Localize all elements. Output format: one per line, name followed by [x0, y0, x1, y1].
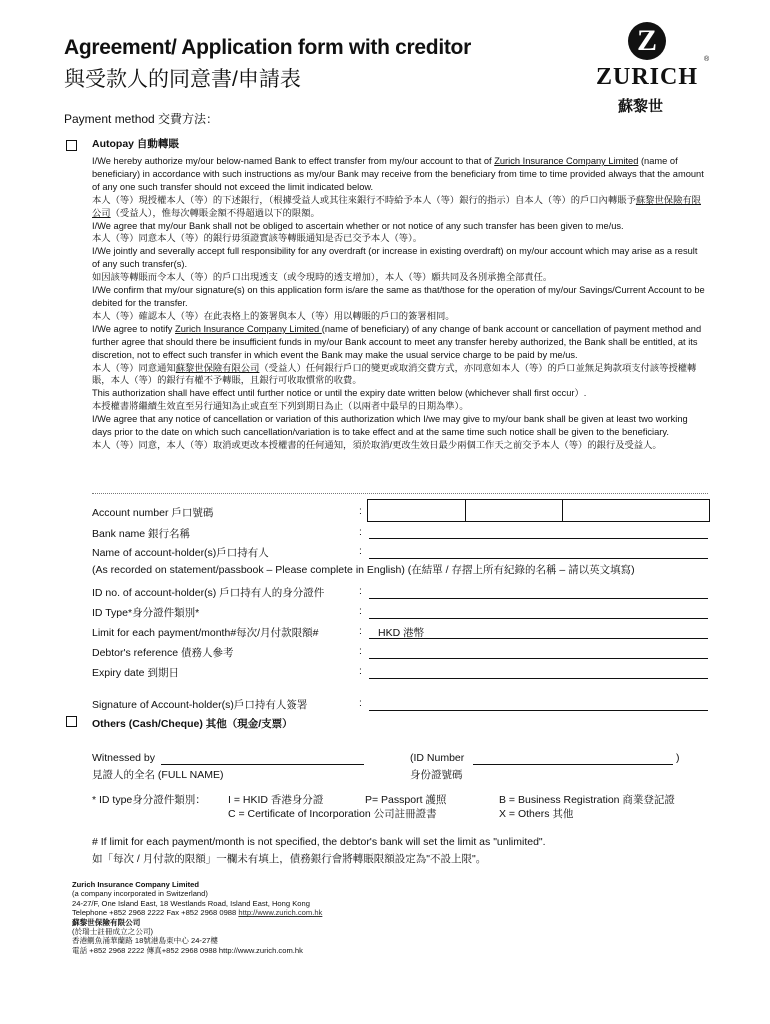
- limit-note-zh: 如「每次 / 月付款的限額」一欄未有填上，債務銀行會將轉賬限額設定為"不設上限"。: [92, 853, 487, 865]
- account-holder-name-field[interactable]: [369, 558, 708, 559]
- paragraph-text: (name of beneficiary) of any change of bank account or cancellation of payment method and further agree that should there be insufficient funds in my/our Bank account to meet any transfer hereby authorized, the Bank shall be entitled, at its discretion, not to effect such transfer in which event the Bank may make the usual service charge to be paid by me/us.: [92, 323, 702, 360]
- footer-contact-en: [72, 908, 322, 917]
- id-type-legend-label: * ID type身分證件類別：: [92, 794, 206, 806]
- autopay-paragraph: [92, 194, 706, 220]
- colon: :: [359, 545, 362, 557]
- others-title: Others (Cash/Cheque) 其他（現金/支票）: [92, 718, 293, 730]
- form-title-en: Agreement/ Application form with creditor: [64, 36, 471, 59]
- paragraph-text: I/We agree that any notice of cancellation or variation of this authorization which I/we may give to my/our bank shall be given at least two working days prior to the date on which such cancellation/variation is to take effect and at the same time such notice shall be given to the beneficiary.: [92, 414, 688, 438]
- footer-incorporated-en: (a company incorporated in Switzerland): [72, 889, 208, 899]
- paragraph-text: I/We jointly and severally accept full responsibility for any overdraft (or increase in existing overdraft) on my/our account which may arise as a result of any such transfer(s).: [92, 246, 698, 270]
- id-type-c: C = Certificate of Incorporation 公司註冊證書: [228, 808, 437, 820]
- paragraph-text: This authorization shall have effect until further notice or until the expiry date written below (whichever shall first occur）.: [92, 388, 587, 399]
- account-number-boxes[interactable]: [367, 499, 710, 522]
- witness-id-close: ): [676, 752, 680, 764]
- paragraph-text: (name of beneficiary) in accordance with such instructions as my/our Bank may receive from the beneficiary from time to time provided always that the amount of any one such transfer should not exceed the limit indicated below.: [92, 156, 704, 192]
- colon: :: [359, 625, 362, 637]
- beneficiary-name: 蘇黎世保險有限公司: [92, 194, 701, 218]
- autopay-paragraph: [92, 323, 706, 362]
- company-footer: [72, 880, 322, 955]
- paragraph-text: （受益人），惟每次轉賬金額不得超過以下的限額。: [110, 207, 320, 218]
- autopay-checkbox[interactable]: [66, 140, 77, 151]
- section-divider: [92, 493, 708, 494]
- box-divider: [465, 500, 466, 521]
- beneficiary-name: Zurich Insurance Company Limited: [494, 156, 639, 166]
- footer-incorporated-zh: (於瑞士註冊成立之公司): [72, 927, 153, 937]
- autopay-paragraph: [92, 220, 706, 233]
- autopay-terms: [92, 155, 706, 452]
- colon: :: [359, 526, 362, 538]
- witness-name-field[interactable]: [161, 764, 364, 765]
- beneficiary-name: 蘇黎世保險有限公司: [175, 362, 260, 373]
- colon: :: [359, 665, 362, 677]
- witness-id-number-zh: 身份證號碼: [410, 769, 463, 781]
- colon: :: [359, 505, 362, 517]
- autopay-paragraph: [92, 245, 706, 271]
- paragraph-text: 本授權書將繼續生效直至另行通知為止或直至下列到期日為止（以兩者中最早的日期為準）。: [92, 401, 469, 412]
- expiry-date-label: Expiry date 到期日: [92, 667, 179, 679]
- autopay-paragraph: [92, 413, 706, 439]
- id-no-field[interactable]: [369, 598, 708, 599]
- box-divider: [562, 500, 563, 521]
- autopay-paragraph: [92, 155, 706, 194]
- expiry-date-field[interactable]: [369, 678, 708, 679]
- autopay-title: Autopay 自動轉賬: [92, 138, 179, 150]
- autopay-paragraph: [92, 284, 706, 310]
- autopay-paragraph: [92, 310, 706, 323]
- colon: :: [359, 605, 362, 617]
- id-type-field[interactable]: [369, 618, 708, 619]
- paragraph-text: 本人（等）同意通知: [92, 362, 176, 373]
- id-no-label: ID no. of account-holder(s) 戶口持有人的身分證件: [92, 587, 325, 599]
- footer-website-link[interactable]: http://www.zurich.com.hk: [238, 908, 323, 918]
- zurich-wordmark: ZURICH: [596, 64, 699, 90]
- id-type-i: I = HKID 香港身分證: [228, 794, 324, 806]
- autopay-paragraph: [92, 400, 706, 413]
- paragraph-text: I/We hereby authorize my/our below-named Bank to effect transfer from my/our account to that of: [92, 156, 495, 166]
- footer-contact-zh: 電話 +852 2968 2222 傳真+852 2968 0988 http://www.zurich.com.hk: [72, 945, 303, 955]
- account-holder-name-label: Name of account-holder(s)戶口持有人: [92, 547, 269, 559]
- autopay-paragraph: [92, 439, 706, 452]
- limit-note-en: # If limit for each payment/month is not specified, the debtor's bank will set the limit as "unlimited".: [92, 836, 546, 848]
- footer-company-en: Zurich Insurance Company Limited: [72, 880, 200, 889]
- debtor-reference-field[interactable]: [369, 658, 708, 659]
- form-title-zh: 與受款人的同意書/申請表: [64, 68, 301, 91]
- paragraph-text: 本人（等）同意，本人（等）取消或更改本授權書的任何通知，須於取消/更改生效日最少兩個工作天之前交予本人（等）的銀行及受益人。: [92, 439, 662, 450]
- paragraph-text: I/We agree that my/our Bank shall not be obliged to ascertain whether or not notice of any such transfer has been given to me/us.: [92, 220, 624, 231]
- registered-mark: ®: [704, 56, 710, 63]
- colon: :: [359, 645, 362, 657]
- limit-label: Limit for each payment/month#每次/月付款限額#: [92, 627, 319, 639]
- signature-label: Signature of Account-holder(s)戶口持有人簽署: [92, 699, 308, 711]
- id-type-x: X = Others 其他: [499, 808, 574, 820]
- autopay-paragraph: [92, 232, 706, 245]
- debtor-reference-label: Debtor's reference 債務人參考: [92, 647, 234, 659]
- bank-name-field[interactable]: [369, 538, 708, 539]
- paragraph-text: I/We confirm that my/our signature(s) on this application form is/are the same as that/those for the operation of my/our Savings/Current Account to be debited for the transfer.: [92, 285, 705, 308]
- colon: :: [359, 585, 362, 597]
- paragraph-text: 本人（等）同意本人（等）的銀行毋須證實該等轉賬通知是否已交予本人（等）。: [92, 233, 423, 244]
- zurich-logo: [594, 22, 708, 122]
- paragraph-text: I/We agree to notify: [92, 323, 176, 334]
- autopay-paragraph: [92, 387, 706, 400]
- payment-method-label: Payment method 交費方法：: [64, 112, 219, 126]
- witness-id-number-label: (ID Number: [410, 752, 465, 764]
- footer-tel-en: Telephone +852 2968 2222 Fax +852 2968 0988: [72, 908, 239, 918]
- paragraph-text: （受益人）任何銀行戶口的變更或取消交費方式，亦同意如本人（等）的戶口並無足夠款項支付該等授權轉賬，本人（等）的銀行有權不予轉賬，且銀行可收取慣常的收費。: [92, 362, 697, 386]
- id-type-b: B = Business Registration 商業登記證: [499, 794, 675, 806]
- signature-field[interactable]: [369, 710, 708, 711]
- others-checkbox[interactable]: [66, 716, 77, 727]
- paragraph-text: 如因該等轉賬而令本人（等）的戶口出現透支（或令現時的透支增加），本人（等）願共同及各別承擔全部責任。: [92, 272, 553, 283]
- as-recorded-note: (As recorded on statement/passbook – Please complete in English) (在結單 / 存摺上所有紀錄的名稱 – 請以英文填寫): [92, 564, 635, 576]
- id-type-p: P= Passport 護照: [365, 794, 447, 806]
- id-type-label: ID Type*身分證件類別*: [92, 607, 200, 619]
- witness-full-name-label: 見證人的全名 (FULL NAME): [92, 769, 224, 781]
- paragraph-text: 本人（等）現授權本人（等）的下述銀行，（根據受益人或其往來銀行不時給予本人（等）銀行的指示）自本人（等）的戶口內轉賬予: [92, 194, 636, 205]
- footer-address-zh: 香港鰂魚涌華蘭路 18號港島東中心 24-27樓: [72, 936, 218, 946]
- zurich-chinese-name: 蘇黎世: [618, 98, 664, 115]
- witness-id-number-field[interactable]: [473, 764, 673, 765]
- autopay-paragraph: [92, 271, 706, 284]
- zurich-z-icon: Z: [628, 22, 666, 60]
- bank-name-label: Bank name 銀行名稱: [92, 528, 191, 540]
- account-number-label: Account number 戶口號碼: [92, 507, 214, 519]
- footer-address-en: 24-27/F, One Island East, 18 Westlands Road, Island East, Hong Kong: [72, 898, 310, 908]
- paragraph-text: 本人（等）確認本人（等）在此表格上的簽署與本人（等）用以轉賬的戶口的簽署相同。: [92, 310, 455, 321]
- colon: :: [359, 697, 362, 709]
- limit-field[interactable]: [369, 638, 708, 639]
- beneficiary-name: Zurich Insurance Company Limited: [175, 323, 322, 334]
- witnessed-by-label: Witnessed by: [92, 752, 156, 764]
- footer-company-zh: 蘇黎世保險有限公司: [72, 917, 141, 927]
- autopay-paragraph: [92, 362, 706, 388]
- limit-currency: HKD 港幣: [378, 627, 425, 639]
